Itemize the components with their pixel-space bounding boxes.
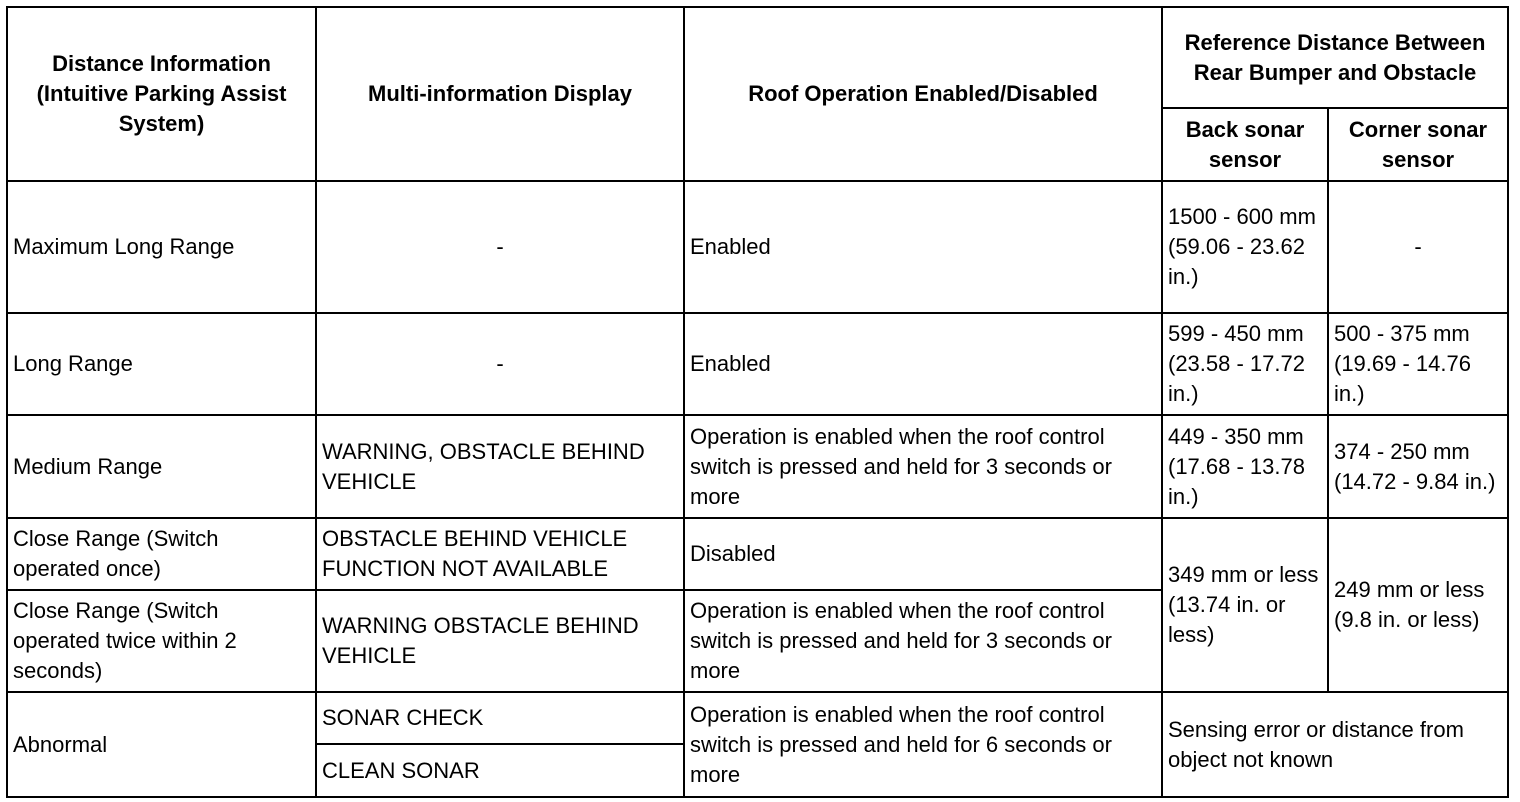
display-cell: CLEAN SONAR <box>316 744 684 797</box>
display-cell: WARNING, OBSTACLE BEHIND VEHICLE <box>316 415 684 518</box>
back-sonar-cell: 599 - 450 mm (23.58 - 17.72 in.) <box>1162 313 1328 415</box>
table-row-abnormal <box>7 692 1508 744</box>
distance-cell: Abnormal <box>7 692 316 797</box>
display-cell: - <box>316 313 684 415</box>
back-sonar-cell: 1500 - 600 mm (59.06 - 23.62 in.) <box>1162 181 1328 313</box>
corner-sonar-cell: 500 - 375 mm (19.69 - 14.76 in.) <box>1328 313 1508 415</box>
table-row-close-range-once <box>7 518 1508 590</box>
display-cell: OBSTACLE BEHIND VEHICLE FUNCTION NOT AVAILABLE <box>316 518 684 590</box>
display-cell: WARNING OBSTACLE BEHIND VEHICLE <box>316 590 684 692</box>
corner-sonar-cell: 374 - 250 mm (14.72 - 9.84 in.) <box>1328 415 1508 518</box>
roof-operation-cell: Enabled <box>684 181 1162 313</box>
roof-operation-cell: Operation is enabled when the roof control switch is pressed and held for 3 seconds or more <box>684 590 1162 692</box>
roof-operation-cell: Operation is enabled when the roof control switch is pressed and held for 3 seconds or more <box>684 415 1162 518</box>
corner-sonar-cell: - <box>1328 181 1508 313</box>
header-row <box>7 7 1508 108</box>
table-row-maximum-long-range <box>7 181 1508 313</box>
display-cell: - <box>316 181 684 313</box>
distance-cell: Close Range (Switch operated twice within 2 seconds) <box>7 590 316 692</box>
roof-operation-cell: Disabled <box>684 518 1162 590</box>
distance-cell: Maximum Long Range <box>7 181 316 313</box>
header-roof-operation: Roof Operation Enabled/Disabled <box>684 7 1162 181</box>
back-sonar-cell: 449 - 350 mm (17.68 - 13.78 in.) <box>1162 415 1328 518</box>
header-corner-sonar-sensor: Corner sonar sensor <box>1328 108 1508 181</box>
header-back-sonar-sensor: Back sonar sensor <box>1162 108 1328 181</box>
back-sonar-cell: 349 mm or less (13.74 in. or less) <box>1162 518 1328 692</box>
roof-operation-cell: Operation is enabled when the roof control switch is pressed and held for 6 seconds or more <box>684 692 1162 797</box>
header-multi-information-display: Multi-information Display <box>316 7 684 181</box>
reference-distance-cell: Sensing error or distance from object not known <box>1162 692 1508 797</box>
table-row-medium-range <box>7 415 1508 518</box>
distance-cell: Long Range <box>7 313 316 415</box>
distance-cell: Medium Range <box>7 415 316 518</box>
header-distance-information: Distance Information (Intuitive Parking Assist System) <box>7 7 316 181</box>
header-reference-distance: Reference Distance Between Rear Bumper and Obstacle <box>1162 7 1508 108</box>
parking-assist-distance-table <box>6 6 1509 798</box>
table-row-long-range <box>7 313 1508 415</box>
roof-operation-cell: Enabled <box>684 313 1162 415</box>
display-cell: SONAR CHECK <box>316 692 684 744</box>
distance-cell: Close Range (Switch operated once) <box>7 518 316 590</box>
corner-sonar-cell: 249 mm or less (9.8 in. or less) <box>1328 518 1508 692</box>
